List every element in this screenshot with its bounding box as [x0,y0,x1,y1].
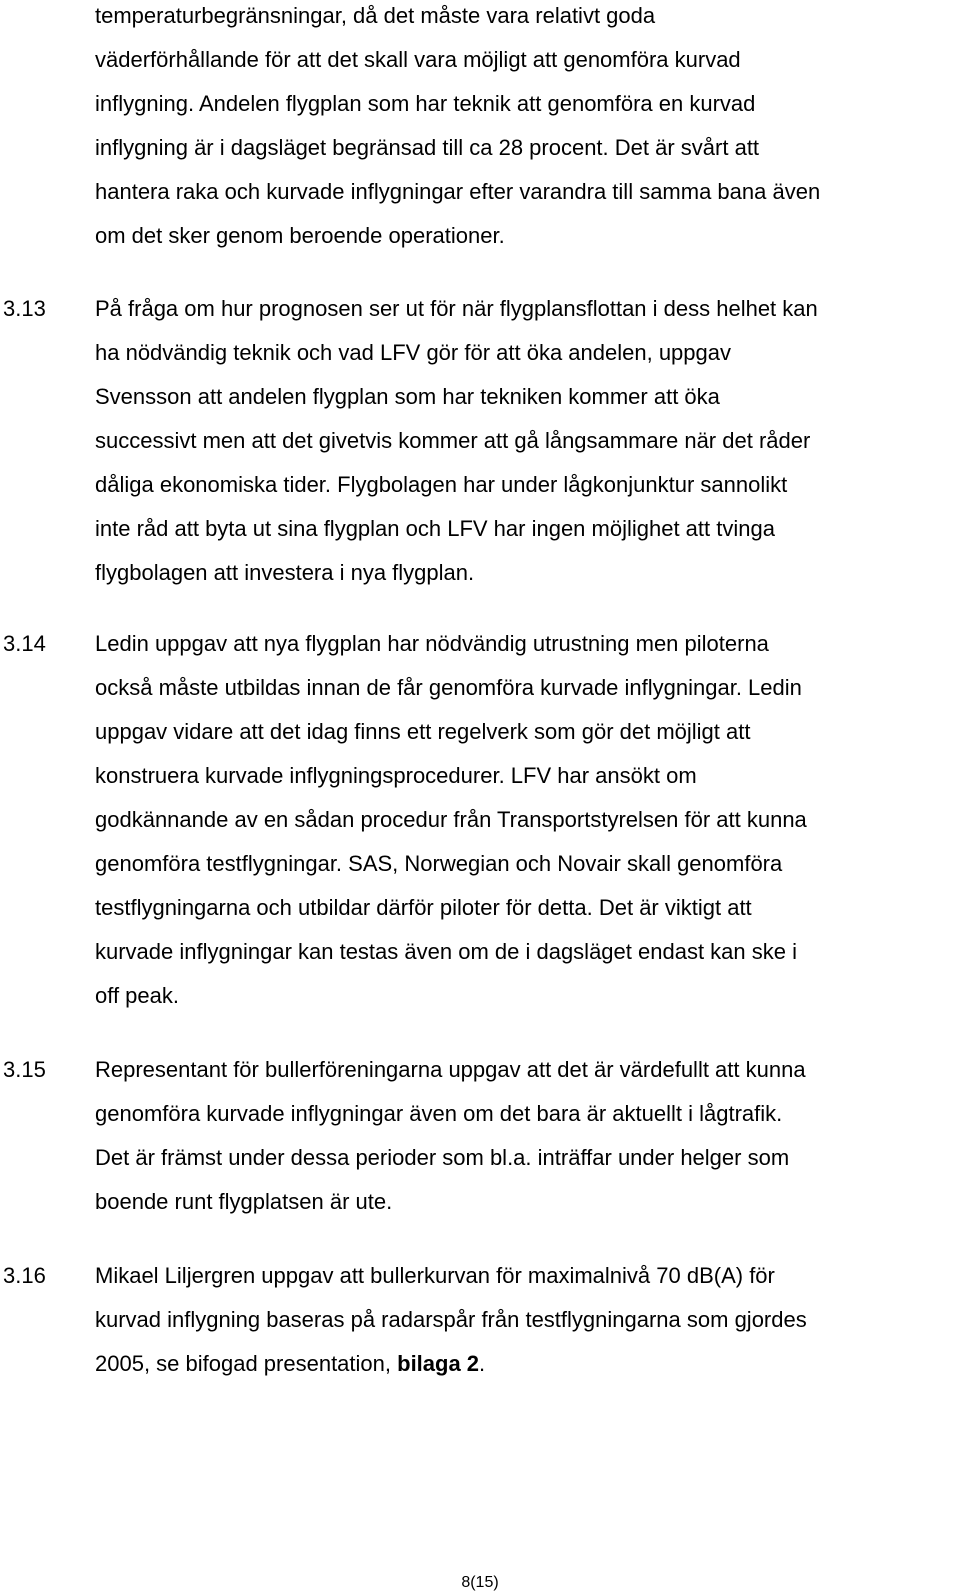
paragraph-line: På fråga om hur prognosen ser ut för när flygplansflottan i dess helhet kan [95,296,818,321]
paragraph-line: uppgav vidare att det idag finns ett regelverk som gör det möjligt att [95,719,751,744]
section-number: 3.13 [3,296,46,321]
paragraph-line: också måste utbildas innan de får genomföra kurvade inflygningar. Ledin [95,675,802,700]
paragraph-line: inflygning är i dagsläget begränsad till ca 28 procent. Det är svårt att [95,135,760,160]
paragraph-line: off peak. [95,983,179,1008]
attachment-reference: bilaga 2 [397,1351,480,1376]
paragraph-line: kurvad inflygning baseras på radarspår från testflygningarna som gjordes [95,1307,807,1332]
paragraph-line: Ledin uppgav att nya flygplan har nödvändig utrustning men piloterna [95,631,769,656]
section-number: 3.16 [3,1263,46,1288]
paragraph-line: ha nödvändig teknik och vad LFV gör för att öka andelen, uppgav [95,340,731,365]
paragraph-line: genomföra kurvade inflygningar även om det bara är aktuellt i lågtrafik. [95,1101,783,1126]
paragraph-line: dåliga ekonomiska tider. Flygbolagen har under lågkonjunktur sannolikt [95,472,788,497]
paragraph-line: flygbolagen att investera i nya flygplan. [95,560,475,585]
paragraph-line: hantera raka och kurvade inflygningar efter varandra till samma bana även [95,179,821,204]
paragraph-line [95,1342,485,1386]
paragraph-line: Det är främst under dessa perioder som bl.a. inträffar under helger som [95,1145,790,1170]
paragraph-line: Mikael Liljergren uppgav att bullerkurvan för maximalnivå 70 dB(A) för [95,1263,775,1288]
paragraph-line: boende runt flygplatsen är ute. [95,1189,393,1214]
paragraph-line: inflygning. Andelen flygplan som har teknik att genomföra en kurvad [95,91,756,116]
page-number: 8(15) [461,1574,499,1591]
paragraph-line: Representant för bullerföreningarna uppgav att det är värdefullt att kunna [95,1057,806,1082]
paragraph-text: 2005, se bifogad presentation, [95,1351,398,1376]
paragraph-line: konstruera kurvade inflygningsprocedurer. LFV har ansökt om [95,763,697,788]
paragraph-text: . [479,1351,486,1376]
paragraph-line: godkännande av en sådan procedur från Transportstyrelsen för att kunna [95,807,807,832]
paragraph-line: kurvade inflygningar kan testas även om de i dagsläget endast kan ske i [95,939,797,964]
paragraph-line: testflygningarna och utbildar därför piloter för detta. Det är viktigt att [95,895,752,920]
paragraph-line: Svensson att andelen flygplan som har tekniken kommer att öka [95,384,720,409]
paragraph-line: inte råd att byta ut sina flygplan och LFV har ingen möjlighet att tvinga [95,516,775,541]
section-number: 3.15 [3,1057,46,1082]
paragraph-line: successivt men att det givetvis kommer att gå långsammare när det råder [95,428,811,453]
paragraph-line: om det sker genom beroende operationer. [95,223,505,248]
paragraph-line: genomföra testflygningar. SAS, Norwegian och Novair skall genomföra [95,851,783,876]
paragraph-line: väderförhållande för att det skall vara möjligt att genomföra kurvad [95,47,741,72]
section-number: 3.14 [3,631,46,656]
paragraph-line: temperaturbegränsningar, då det måste vara relativt goda [95,3,656,28]
